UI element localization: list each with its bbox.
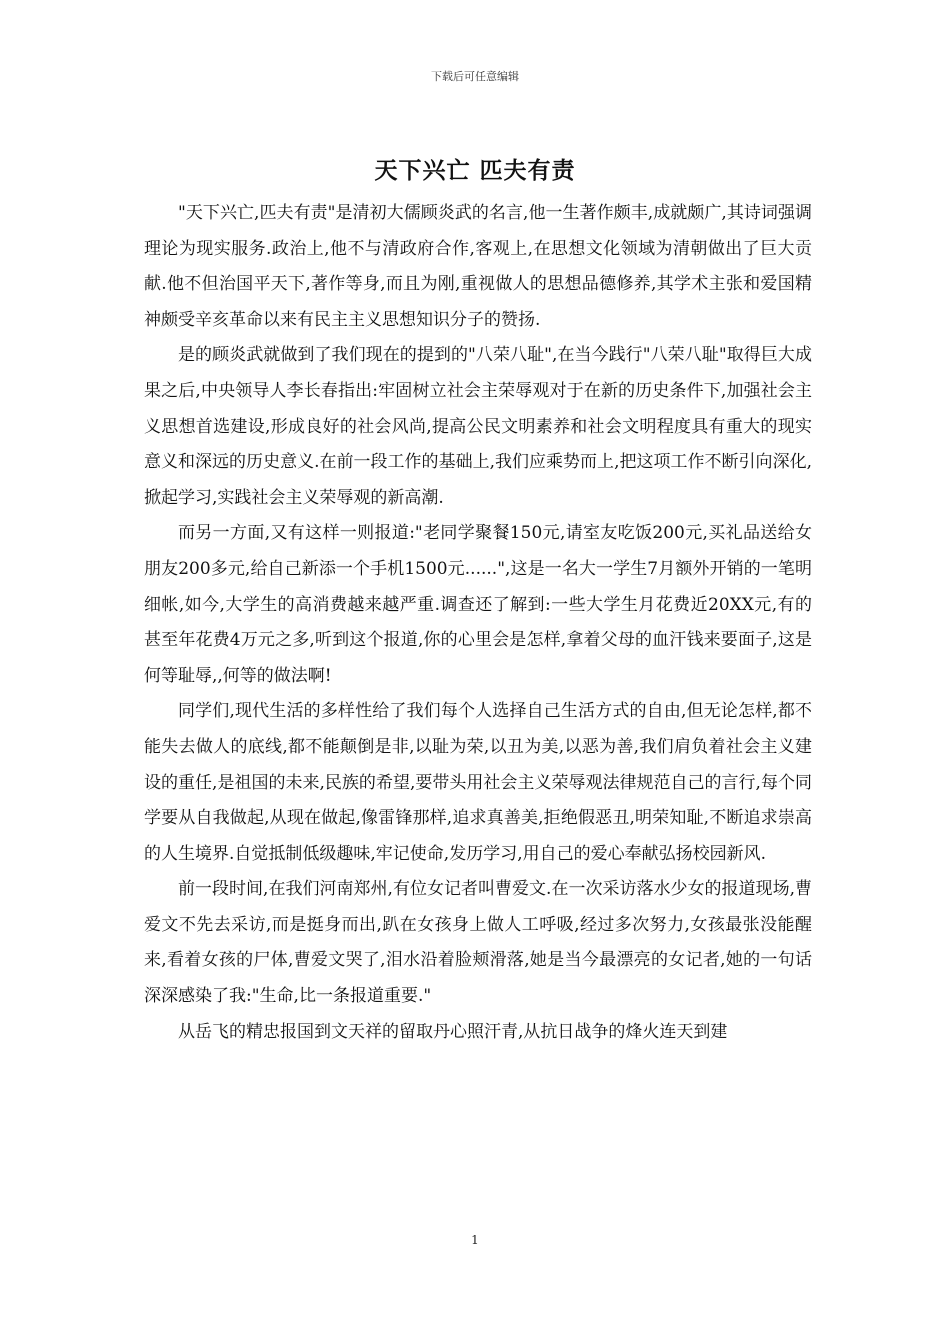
paragraph: 前一段时间,在我们河南郑州,有位女记者叫曹爱文.在一次采访落水少女的报道现场,曹爱文不先去采访,而是挺身而出,趴在女孩身上做人工呼吸,经过多次努力,女孩最张没能醒来,看着女孩的尸体,曹爱文哭了,泪水沿着脸颊滑落,她是当今最漂亮的女记者,她的一句话深深感染了我:"生命,比一条报道重要." [144,879,812,1007]
paragraph: 同学们,现代生活的多样性给了我们每个人选择自己生活方式的自由,但无论怎样,都不能失去做人的底线,都不能颠倒是非,以耻为荣,以丑为美,以恶为善,我们肩负着社会主义建设的重任,是祖国的未来,民族的希望,要带头用社会主义荣辱观法律规范自己的言行,每个同学要从自我做起,从现在做起,像雷锋那样,追求真善美,拒绝假恶丑,明荣知耻,不断追求崇高的人生境界.自觉抵制低级趣味,牢记使命,发历学习,用自己的爱心奉献弘扬校园新风. [144,701,812,864]
paragraph: 从岳飞的精忠报国到文天祥的留取丹心照汗青,从抗日战争的烽火连天到建 [178,1021,728,1042]
paragraph: "天下兴亡,匹夫有责"是清初大儒顾炎武的名言,他一生著作颇丰,成就颇广,其诗词强调理论为现实服务.政治上,他不与清政府合作,客观上,在思想文化领域为清朝做出了巨大贡献.他不但治国平天下,著作等身,而且为刚,重视做人的思想品德修养,其学术主张和爱国精神颇受辛亥革命以来有民主主义思想知识分子的赞扬. [144,203,812,330]
paragraph: 是的顾炎武就做到了我们现在的提到的"八荣八耻",在当今践行"八荣八耻"取得巨大成果之后,中央领导人李长春指出:牢固树立社会主荣辱观对于在新的历史条件下,加强社会主义思想首选建设,形成良好的社会风尚,提高公民文明素养和社会文明程度具有重大的现实意义和深远的历史意义.在前一段工作的基础上,我们应乘势而上,把这项工作不断引向深化,掀起学习,实践社会主义荣辱观的新高潮. [144,345,812,508]
paragraph: 而另一方面,又有这样一则报道:"老同学聚餐150元,请室友吃饭200元,买礼品送给女朋友200多元,给自己新添一个手机1500元......",这是一名大一学生7月额外开销的一笔明细帐,如今,大学生的高消费越来越严重.调查还了解到:一些大学生月花费近20XX元,有的甚至年花费4万元之多,听到这个报道,你的心里会是怎样,拿着父母的血汗钱来要面子,这是何等耻辱,,何等的做法啊! [144,523,812,686]
document-body [144,196,812,1050]
document-title: 天下兴亡 匹夫有责 [374,157,576,184]
page-number: 1 [471,1233,479,1247]
header-note: 下载后可任意编辑 [431,70,519,83]
